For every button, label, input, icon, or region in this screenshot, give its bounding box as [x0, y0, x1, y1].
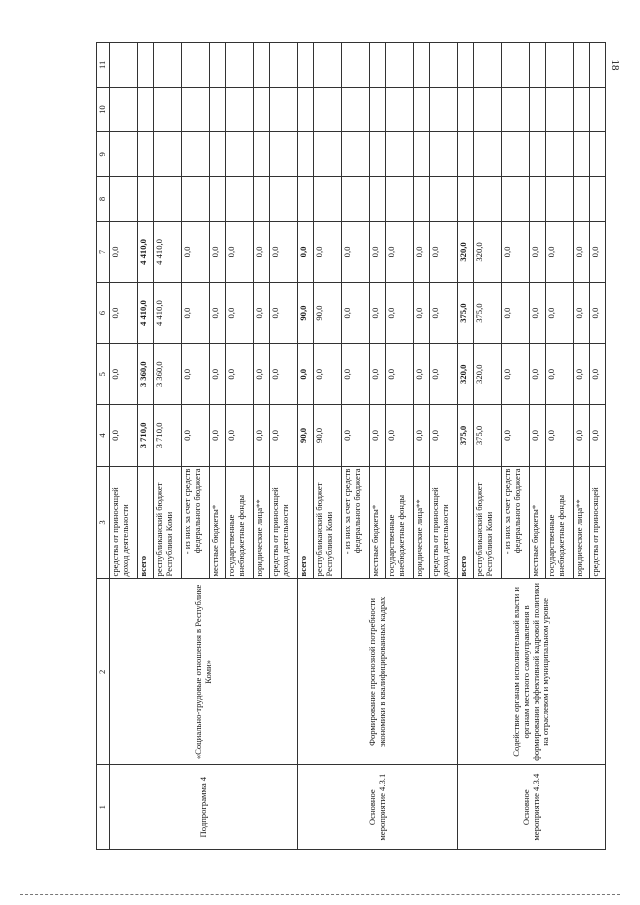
amount-cell-v5: 320,0 — [473, 344, 501, 405]
program-name-cell: Содействие органам исполнительной власти и органам местного самоуправления в формировании эффективной кадровой политики на отраслевом и муниципальном уровне — [458, 579, 606, 765]
amount-cell-v6: 4 410,0 — [153, 283, 181, 344]
empty-cell-10 — [269, 87, 297, 132]
empty-cell-8 — [386, 177, 414, 222]
amount-cell-v7: 0,0 — [269, 221, 297, 282]
column-number: 11 — [97, 43, 110, 88]
empty-cell-10 — [110, 87, 138, 132]
amount-cell-v7: 0,0 — [254, 221, 270, 282]
funding-source-cell: средства от приносящей доход деятельности — [429, 466, 457, 579]
amount-cell-v6: 0,0 — [226, 283, 254, 344]
empty-cell-11 — [429, 43, 457, 88]
empty-cell-8 — [313, 177, 341, 222]
empty-cell-11 — [298, 43, 314, 88]
empty-cell-8 — [370, 177, 386, 222]
column-number: 8 — [97, 177, 110, 222]
amount-cell-v5: 0,0 — [210, 344, 226, 405]
empty-cell-9 — [545, 132, 573, 177]
amount-cell-v6: 0,0 — [502, 283, 530, 344]
amount-cell-v6: 0,0 — [574, 283, 590, 344]
amount-cell-v7: 4 410,0 — [138, 221, 154, 282]
amount-cell-v4: 0,0 — [502, 405, 530, 466]
empty-cell-10 — [502, 87, 530, 132]
empty-cell-11 — [210, 43, 226, 88]
amount-cell-v5: 0,0 — [589, 344, 605, 405]
amount-cell-v6: 0,0 — [182, 283, 210, 344]
amount-cell-v4: 0,0 — [182, 405, 210, 466]
amount-cell-v7: 0,0 — [574, 221, 590, 282]
amount-cell-v7: 0,0 — [530, 221, 546, 282]
amount-cell-v5: 0,0 — [370, 344, 386, 405]
empty-cell-9 — [226, 132, 254, 177]
table-row — [458, 43, 474, 850]
bottom-scan-line — [20, 894, 620, 895]
table-body — [110, 43, 606, 850]
empty-cell-8 — [502, 177, 530, 222]
amount-cell-v6: 0,0 — [530, 283, 546, 344]
amount-cell-v7: 0,0 — [342, 221, 370, 282]
funding-source-cell: местные бюджеты* — [370, 466, 386, 579]
amount-cell-v4: 0,0 — [342, 405, 370, 466]
program-status-cell: Основное мероприятие 4.3.1 — [298, 765, 458, 850]
empty-cell-8 — [298, 177, 314, 222]
empty-cell-8 — [342, 177, 370, 222]
amount-cell-v6: 0,0 — [545, 283, 573, 344]
column-number: 5 — [97, 344, 110, 405]
amount-cell-v7: 0,0 — [313, 221, 341, 282]
empty-cell-9 — [153, 132, 181, 177]
amount-cell-v6: 0,0 — [414, 283, 430, 344]
amount-cell-v6: 0,0 — [254, 283, 270, 344]
amount-cell-v7: 4 410,0 — [153, 221, 181, 282]
empty-cell-10 — [545, 87, 573, 132]
empty-cell-10 — [414, 87, 430, 132]
amount-cell-v5: 0,0 — [182, 344, 210, 405]
amount-cell-v5: 3 360,0 — [138, 344, 154, 405]
amount-cell-v5: 0,0 — [254, 344, 270, 405]
empty-cell-8 — [414, 177, 430, 222]
amount-cell-v7: 0,0 — [182, 221, 210, 282]
empty-cell-11 — [414, 43, 430, 88]
amount-cell-v5: 0,0 — [298, 344, 314, 405]
funding-source-cell: республиканский бюджет Республики Коми — [473, 466, 501, 579]
empty-cell-9 — [298, 132, 314, 177]
funding-source-cell: государственные внебюджетные фонды — [545, 466, 573, 579]
amount-cell-v6: 0,0 — [589, 283, 605, 344]
program-status-cell: Основное мероприятие 4.3.4 — [458, 765, 606, 850]
program-name-cell: Формирование прогнозной потребности экономики в квалифицированных кадрах — [298, 579, 458, 765]
empty-cell-8 — [429, 177, 457, 222]
column-number: 7 — [97, 221, 110, 282]
empty-cell-11 — [226, 43, 254, 88]
funding-source-cell: - из них за счет средств федерального бюджета — [342, 466, 370, 579]
empty-cell-9 — [313, 132, 341, 177]
empty-cell-11 — [110, 43, 138, 88]
empty-cell-11 — [574, 43, 590, 88]
amount-cell-v7: 0,0 — [298, 221, 314, 282]
empty-cell-11 — [370, 43, 386, 88]
budget-table-wrapper — [96, 42, 606, 850]
column-number: 9 — [97, 132, 110, 177]
amount-cell-v5: 0,0 — [386, 344, 414, 405]
funding-source-cell: средства от приносящей доход деятельности — [110, 466, 138, 579]
empty-cell-8 — [254, 177, 270, 222]
amount-cell-v7: 0,0 — [386, 221, 414, 282]
page-number: 18 — [609, 59, 621, 71]
amount-cell-v5: 3 360,0 — [153, 344, 181, 405]
amount-cell-v4: 90,0 — [313, 405, 341, 466]
empty-cell-10 — [458, 87, 474, 132]
amount-cell-v6: 0,0 — [269, 283, 297, 344]
amount-cell-v4: 0,0 — [589, 405, 605, 466]
empty-cell-11 — [269, 43, 297, 88]
amount-cell-v5: 0,0 — [530, 344, 546, 405]
amount-cell-v4: 0,0 — [110, 405, 138, 466]
column-number-row — [97, 43, 110, 850]
amount-cell-v5: 0,0 — [429, 344, 457, 405]
amount-cell-v5: 0,0 — [342, 344, 370, 405]
amount-cell-v6: 90,0 — [298, 283, 314, 344]
empty-cell-9 — [110, 132, 138, 177]
empty-cell-11 — [473, 43, 501, 88]
empty-cell-8 — [530, 177, 546, 222]
empty-cell-9 — [502, 132, 530, 177]
empty-cell-8 — [153, 177, 181, 222]
empty-cell-8 — [269, 177, 297, 222]
empty-cell-9 — [530, 132, 546, 177]
empty-cell-9 — [473, 132, 501, 177]
empty-cell-8 — [473, 177, 501, 222]
funding-source-cell: - из них за счет средств федерального бюджета — [182, 466, 210, 579]
empty-cell-9 — [269, 132, 297, 177]
empty-cell-10 — [226, 87, 254, 132]
empty-cell-10 — [313, 87, 341, 132]
empty-cell-8 — [589, 177, 605, 222]
amount-cell-v4: 0,0 — [574, 405, 590, 466]
amount-cell-v7: 320,0 — [458, 221, 474, 282]
empty-cell-11 — [458, 43, 474, 88]
funding-source-cell: юридические лица** — [254, 466, 270, 579]
amount-cell-v4: 0,0 — [370, 405, 386, 466]
amount-cell-v6: 0,0 — [342, 283, 370, 344]
empty-cell-9 — [370, 132, 386, 177]
amount-cell-v5: 0,0 — [313, 344, 341, 405]
amount-cell-v5: 0,0 — [226, 344, 254, 405]
amount-cell-v4: 0,0 — [254, 405, 270, 466]
empty-cell-11 — [254, 43, 270, 88]
empty-cell-11 — [342, 43, 370, 88]
empty-cell-10 — [429, 87, 457, 132]
budget-table — [96, 42, 606, 850]
amount-cell-v6: 0,0 — [370, 283, 386, 344]
amount-cell-v4: 0,0 — [530, 405, 546, 466]
amount-cell-v7: 0,0 — [110, 221, 138, 282]
empty-cell-11 — [545, 43, 573, 88]
funding-source-cell: - из них за счет средств федерального бюджета — [502, 466, 530, 579]
amount-cell-v7: 0,0 — [589, 221, 605, 282]
amount-cell-v4: 0,0 — [226, 405, 254, 466]
column-number: 3 — [97, 466, 110, 579]
empty-cell-11 — [589, 43, 605, 88]
empty-cell-11 — [182, 43, 210, 88]
amount-cell-v5: 0,0 — [269, 344, 297, 405]
empty-cell-8 — [210, 177, 226, 222]
amount-cell-v5: 0,0 — [502, 344, 530, 405]
funding-source-cell: средства от приносящей доход деятельности — [269, 466, 297, 579]
empty-cell-10 — [254, 87, 270, 132]
amount-cell-v4: 0,0 — [429, 405, 457, 466]
funding-source-cell: республиканский бюджет Республики Коми — [153, 466, 181, 579]
amount-cell-v6: 0,0 — [429, 283, 457, 344]
program-name-cell: «Социально-трудовые отношения в Республике Коми» — [110, 579, 298, 765]
column-number: 2 — [97, 579, 110, 765]
amount-cell-v4: 0,0 — [210, 405, 226, 466]
funding-source-cell: всего — [298, 466, 314, 579]
amount-cell-v4: 3 710,0 — [138, 405, 154, 466]
amount-cell-v7: 0,0 — [226, 221, 254, 282]
funding-source-cell: государственные внебюджетные фонды — [386, 466, 414, 579]
amount-cell-v7: 320,0 — [473, 221, 501, 282]
empty-cell-11 — [313, 43, 341, 88]
amount-cell-v6: 4 410,0 — [138, 283, 154, 344]
amount-cell-v5: 320,0 — [458, 344, 474, 405]
empty-cell-9 — [342, 132, 370, 177]
column-number: 4 — [97, 405, 110, 466]
amount-cell-v4: 0,0 — [386, 405, 414, 466]
empty-cell-8 — [226, 177, 254, 222]
amount-cell-v5: 0,0 — [110, 344, 138, 405]
funding-source-cell: юридические лица** — [574, 466, 590, 579]
empty-cell-9 — [429, 132, 457, 177]
funding-source-cell: средства от приносящей — [589, 466, 605, 579]
empty-cell-9 — [138, 132, 154, 177]
amount-cell-v7: 0,0 — [545, 221, 573, 282]
funding-source-cell: всего — [458, 466, 474, 579]
program-status-cell: Подпрограмма 4 — [110, 765, 298, 850]
amount-cell-v5: 0,0 — [545, 344, 573, 405]
funding-source-cell: республиканский бюджет Республики Коми — [313, 466, 341, 579]
empty-cell-10 — [210, 87, 226, 132]
empty-cell-10 — [386, 87, 414, 132]
empty-cell-10 — [530, 87, 546, 132]
empty-cell-10 — [342, 87, 370, 132]
empty-cell-9 — [254, 132, 270, 177]
amount-cell-v4: 0,0 — [414, 405, 430, 466]
amount-cell-v4: 3 710,0 — [153, 405, 181, 466]
column-number: 1 — [97, 765, 110, 850]
funding-source-cell: государственные внебюджетные фонды — [226, 466, 254, 579]
empty-cell-11 — [502, 43, 530, 88]
amount-cell-v4: 90,0 — [298, 405, 314, 466]
empty-cell-11 — [138, 43, 154, 88]
table-row — [298, 43, 314, 850]
empty-cell-10 — [473, 87, 501, 132]
funding-source-cell: местные бюджеты* — [210, 466, 226, 579]
empty-cell-10 — [370, 87, 386, 132]
amount-cell-v4: 375,0 — [458, 405, 474, 466]
empty-cell-9 — [414, 132, 430, 177]
amount-cell-v6: 0,0 — [386, 283, 414, 344]
empty-cell-8 — [458, 177, 474, 222]
empty-cell-10 — [574, 87, 590, 132]
amount-cell-v7: 0,0 — [502, 221, 530, 282]
empty-cell-11 — [153, 43, 181, 88]
empty-cell-9 — [386, 132, 414, 177]
amount-cell-v7: 0,0 — [429, 221, 457, 282]
funding-source-cell: всего — [138, 466, 154, 579]
amount-cell-v7: 0,0 — [414, 221, 430, 282]
empty-cell-10 — [589, 87, 605, 132]
empty-cell-10 — [182, 87, 210, 132]
amount-cell-v7: 0,0 — [210, 221, 226, 282]
column-number: 10 — [97, 87, 110, 132]
empty-cell-9 — [182, 132, 210, 177]
amount-cell-v6: 375,0 — [473, 283, 501, 344]
empty-cell-8 — [182, 177, 210, 222]
amount-cell-v5: 0,0 — [414, 344, 430, 405]
empty-cell-8 — [138, 177, 154, 222]
amount-cell-v6: 375,0 — [458, 283, 474, 344]
amount-cell-v6: 90,0 — [313, 283, 341, 344]
empty-cell-9 — [574, 132, 590, 177]
amount-cell-v6: 0,0 — [210, 283, 226, 344]
empty-cell-8 — [110, 177, 138, 222]
empty-cell-10 — [153, 87, 181, 132]
amount-cell-v4: 0,0 — [545, 405, 573, 466]
empty-cell-11 — [386, 43, 414, 88]
empty-cell-8 — [574, 177, 590, 222]
amount-cell-v6: 0,0 — [110, 283, 138, 344]
amount-cell-v7: 0,0 — [370, 221, 386, 282]
amount-cell-v5: 0,0 — [574, 344, 590, 405]
empty-cell-9 — [458, 132, 474, 177]
funding-source-cell: местные бюджеты* — [530, 466, 546, 579]
empty-cell-10 — [138, 87, 154, 132]
empty-cell-9 — [210, 132, 226, 177]
empty-cell-10 — [298, 87, 314, 132]
amount-cell-v4: 375,0 — [473, 405, 501, 466]
empty-cell-8 — [545, 177, 573, 222]
empty-cell-11 — [530, 43, 546, 88]
amount-cell-v4: 0,0 — [269, 405, 297, 466]
funding-source-cell: юридические лица** — [414, 466, 430, 579]
table-row — [110, 43, 138, 850]
column-number: 6 — [97, 283, 110, 344]
empty-cell-9 — [589, 132, 605, 177]
